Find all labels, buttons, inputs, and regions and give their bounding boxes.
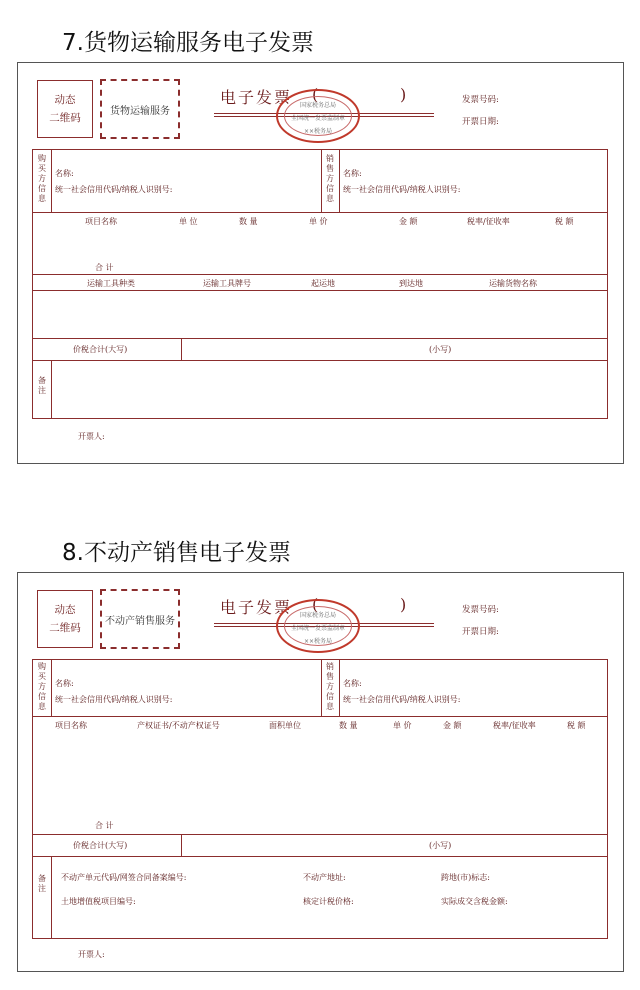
invoice-title: 电子发票	[220, 88, 293, 107]
seller-info-label: 销售方信息	[326, 662, 334, 711]
invoice-title: 电子发票	[220, 598, 293, 617]
total-with-tax-label: 价税合计(大写)	[73, 345, 128, 354]
buyer-info-label: 购买方信息	[38, 662, 46, 711]
total-with-tax-label: 价税合计(大写)	[73, 841, 128, 850]
col-vehicle-plate: 运输工具牌号	[203, 279, 251, 288]
invoice-number-label: 发票号码:	[462, 95, 499, 105]
col-amount: 金 额	[399, 217, 418, 226]
col-unit-price: 单 价	[393, 721, 412, 730]
remarks-label: 备注	[38, 874, 46, 893]
seal-text-top: 国家税务总局	[299, 102, 336, 109]
col-item-name: 项目名称	[55, 721, 87, 730]
buyer-tax-id-label: 统一社会信用代码/纳税人识别号:	[55, 695, 173, 704]
tax-bureau-seal	[276, 89, 360, 143]
issue-date-label: 开票日期:	[462, 627, 499, 637]
remarks-label: 备注	[38, 376, 46, 395]
seal-text-top: 国家税务总局	[299, 612, 336, 619]
small-amount-label: (小写)	[429, 841, 452, 850]
col-unit: 单 位	[179, 217, 198, 226]
issuer-label: 开票人:	[78, 950, 105, 959]
col-quantity: 数 量	[339, 721, 358, 730]
col-vehicle-type: 运输工具种类	[87, 279, 135, 288]
seller-info-label: 销售方信息	[326, 154, 334, 203]
col-tax-rate: 税率/征收率	[493, 721, 536, 730]
dynamic-qr-code-box	[37, 590, 93, 648]
buyer-name-label: 名称:	[55, 169, 74, 178]
buyer-tax-id-label: 统一社会信用代码/纳税人识别号:	[55, 185, 173, 194]
col-amount: 金 额	[443, 721, 462, 730]
remark-actual-price-label: 实际成交含税金额:	[441, 897, 508, 906]
col-departure: 起运地	[311, 279, 335, 288]
qr-label-line2: 二维码	[49, 112, 81, 124]
col-cargo-name: 运输货物名称	[489, 279, 537, 288]
invoice-title-paren-open: (	[312, 595, 319, 614]
section-heading-real-estate: 8.不动产销售电子发票	[62, 540, 291, 566]
col-tax-amount: 税 额	[567, 721, 586, 730]
service-type-tag: 不动产销售服务	[100, 589, 180, 649]
invoice-sample-real-estate	[17, 572, 624, 972]
remark-cross-city-label: 跨地(市)标志:	[441, 873, 490, 882]
tax-bureau-seal	[276, 599, 360, 653]
seller-name-label: 名称:	[343, 169, 362, 178]
issue-date-label: 开票日期:	[462, 117, 499, 127]
seller-tax-id-label: 统一社会信用代码/纳税人识别号:	[343, 185, 461, 194]
total-label: 合 计	[95, 821, 114, 830]
invoice-sample-transport	[17, 62, 624, 464]
invoice-title-paren-open: (	[312, 85, 319, 104]
seller-tax-id-label: 统一社会信用代码/纳税人识别号:	[343, 695, 461, 704]
col-area-unit: 面积单位	[269, 721, 301, 730]
col-destination: 到达地	[399, 279, 423, 288]
service-type-tag: 货物运输服务	[100, 79, 180, 139]
invoice-title-paren-close: )	[400, 595, 407, 614]
seal-text-bottom: ××税务局	[303, 128, 333, 135]
remark-unit-code-label: 不动产单元代码/网签合同备案编号:	[61, 873, 187, 882]
buyer-info-label: 购买方信息	[38, 154, 46, 203]
seal-text-middle: 全国统一发票监制章	[290, 625, 345, 632]
invoice-title-paren-close: )	[400, 85, 407, 104]
remark-land-vat-label: 土地增值税项目编号:	[61, 897, 136, 906]
col-unit-price: 单 价	[309, 217, 328, 226]
remark-assessed-price-label: 核定计税价格:	[303, 897, 354, 906]
qr-label-line2: 二维码	[49, 622, 81, 634]
issuer-label: 开票人:	[78, 432, 105, 441]
small-amount-label: (小写)	[429, 345, 452, 354]
qr-label-line1: 动态	[54, 604, 76, 616]
col-property-certificate: 产权证书/不动产权证号	[137, 721, 220, 730]
invoice-table	[32, 149, 608, 419]
col-quantity: 数 量	[239, 217, 258, 226]
qr-label-line1: 动态	[54, 94, 76, 106]
section-heading-transport: 7.货物运输服务电子发票	[62, 30, 314, 56]
seal-text-middle: 全国统一发票监制章	[290, 115, 345, 122]
invoice-number-label: 发票号码:	[462, 605, 499, 615]
seal-text-bottom: ××税务局	[303, 638, 333, 645]
dynamic-qr-code-box	[37, 80, 93, 138]
buyer-name-label: 名称:	[55, 679, 74, 688]
invoice-table	[32, 659, 608, 939]
col-tax-amount: 税 额	[555, 217, 574, 226]
remark-address-label: 不动产地址:	[303, 873, 346, 882]
total-label: 合 计	[95, 263, 114, 272]
col-tax-rate: 税率/征收率	[467, 217, 510, 226]
col-item-name: 项目名称	[85, 217, 117, 226]
seller-name-label: 名称:	[343, 679, 362, 688]
